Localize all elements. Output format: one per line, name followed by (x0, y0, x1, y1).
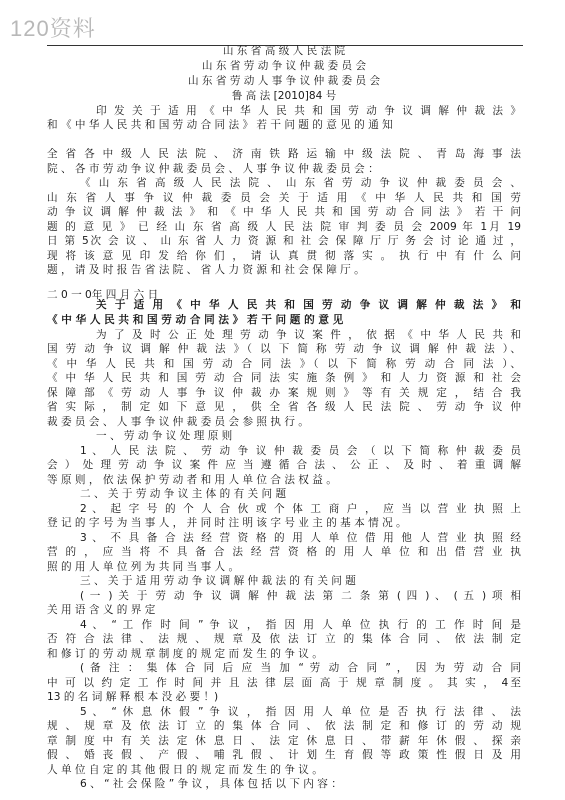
text-line: 鲁 高 法 [2010]84 号 (231, 90, 337, 102)
text-line: 假 、 婚 丧 假 、 产 假 、 哺 乳 假 、 计 划 生 育 假 等 政 策 性 假 日 及 用 (47, 749, 521, 761)
text-line: 中 可 以 约 定 工 作 时 间 并 且 法 律 层 面 高 于 规 章 制 度 。 其 实 ， 4至 (47, 677, 521, 689)
text-line: 6 、 “ 社 会 保 险 ” 争 议 ， 具 体 包 括 以 下 内 容 ： (80, 778, 342, 790)
text-line: 《 山 东 省 高 级 人 民 法 院 、 山 东 省 劳 动 争 议 仲 裁 委 员 会 、 (80, 177, 521, 189)
text-line: ( 备 注 ： 集 体 合 同 后 应 当 加 “ 劳 动 合 同 ” ， 因 为 劳 动 合 同 (80, 662, 521, 674)
text-line: 院 、 各 市 劳 动 争 议 仲 裁 委 员 会 、 人 事 争 议 仲 裁 委 员 会 ： (47, 163, 379, 175)
text-line: 动 争 议 调 解 仲 裁 法 》 和 《 中 华 人 民 共 和 国 劳 动 合 同 法 》 若 干 问 (47, 206, 521, 218)
text-line: 题 的 意 见 》 已 经 山 东 省 高 级 人 民 法 院 审 判 委 员 会 2009 年 1月 19 (47, 221, 521, 233)
text-line: 裁 委 员 会 、 人 事 争 议 仲 裁 委 员 会 参 照 执 行 。 (47, 416, 309, 428)
text-line: 1 、 人 民 法 院 、 劳 动 争 议 仲 裁 委 员 会 （ 以 下 简 称 仲 裁 委 员 (80, 445, 521, 457)
text-line: 等 原 则 ， 依 法 保 护 劳 动 者 和 用 人 单 位 合 法 权 益 。 (47, 474, 337, 486)
text-line: 二 、 关 于 劳 动 争 议 主 体 的 有 关 问 题 (80, 488, 287, 500)
text-line: 现 将 该 意 见 印 发 给 你 们 ， 请 认 真 贯 彻 落 实 。 执 行 中 有 什 么 问 (47, 250, 521, 262)
text-line: 山 东 省 劳 动 人 事 争 议 仲 裁 委 员 会 (187, 75, 381, 87)
text-line: 和 修 订 的 劳 动 规 章 制 度 的 规 定 而 发 生 的 争 议 。 (47, 648, 323, 660)
text-line: 题 ， 请 及 时 报 告 省 法 院 、 省 人 力 资 源 和 社 会 保 障 厅 。 (47, 264, 365, 276)
text-line: 否 符 合 法 律 、 法 规 、 规 章 及 依 法 订 立 的 集 体 合 同 、 依 法 制 定 (47, 633, 521, 645)
text-line: 日 第 5次 会 议 、 山 东 省 人 力 资 源 和 社 会 保 障 厅 厅 务 会 讨 论 通 过 ， (47, 235, 521, 247)
text-line: 国 劳 动 争 议 调 解 仲 裁 法 》（ 以 下 简 称 劳 动 争 议 调 解 仲 裁 法 ）、 (47, 343, 521, 355)
text-line: 山 东 省 劳 动 争 议 仲 裁 委 员 会 (201, 60, 367, 72)
text-line: 三 、 关 于 适 用 劳 动 争 议 调 解 仲 裁 法 的 有 关 问 题 (80, 575, 356, 587)
text-line: 照 的 用 人 单 位 列 为 共 同 当 事 人 。 (47, 561, 240, 573)
text-line: 山 东 省 高 级 人 民 法 院 (222, 45, 346, 57)
text-line: 《 中 华 人 民 共 和 国 劳 动 合 同 法 》 若 干 问 题 的 意 见 (47, 314, 344, 326)
text-line: 5 、 “ 休 息 休 假 ” 争 议 ， 指 因 用 人 单 位 是 否 执 行 法 律 、 法 (80, 706, 521, 718)
text-line: 3 、 不 具 备 合 法 经 营 资 格 的 用 人 单 位 借 用 他 人 营 业 执 照 经 (80, 532, 521, 544)
text-line: 《 中 华 人 民 共 和 国 劳 动 合 同 法 》（ 以 下 简 称 劳 动 合 同 法 ）、 (47, 358, 521, 370)
text-line: 营 的 ， 应 当 将 不 具 备 合 法 经 营 资 格 的 用 人 单 位 和 出 借 营 业 执 (47, 546, 521, 558)
text-line: 关 于 适 用 《 中 华 人 民 共 和 国 劳 动 争 议 调 解 仲 裁 法 》 和 (96, 299, 521, 311)
text-line: 二 0 一 0年 四 月 六 日 (47, 289, 159, 301)
text-line: 会 ） 处 理 劳 动 争 议 案 件 应 当 遵 循 合 法 、 公 正 、 及 时 、 着 重 调 解 (47, 459, 521, 471)
text-line: 2 、 起 字 号 的 个 人 合 伙 或 个 体 工 商 户 ， 应 当 以 营 业 执 照 上 (80, 503, 521, 515)
text-line: 印 发 关 于 适 用 《 中 华 人 民 共 和 国 劳 动 争 议 调 解 仲 裁 法 》 (96, 105, 521, 117)
text-line: 规 、 规 章 及 依 法 订 立 的 集 体 合 同 、 依 法 制 定 和 修 订 的 劳 动 规 (47, 720, 521, 732)
text-line: ( 一 ) 关 于 劳 动 争 议 调 解 仲 裁 法 第 二 条 第 ( 四 ) 、 ( 五 ) 项 相 (80, 590, 521, 602)
text-line: 保 障 部 《 劳 动 人 事 争 议 仲 裁 办 案 规 则 》 等 有 关 规 定 ， 结 合 我 (47, 387, 521, 399)
text-line: 人 单 位 自 定 的 其 他 假 日 的 规 定 而 发 生 的 争 议 。 (47, 764, 323, 776)
text-line: 关 用 语 含 义 的 界 定 (47, 604, 156, 616)
text-line: 《 中 华 人 民 共 和 国 劳 动 合 同 法 实 施 条 例 》 和 人 力 资 源 和 社 会 (47, 372, 521, 384)
text-line: 山 东 省 人 事 争 议 仲 裁 委 员 会 关 于 适 用 《 中 华 人 民 共 和 国 劳 (47, 192, 521, 204)
text-line: 为 了 及 时 公 正 处 理 劳 动 争 议 案 件 ， 依 据 《 中 华 人 民 共 和 (96, 329, 521, 341)
text-line: 省 实 际 ， 制 定 如 下 意 见 ， 供 全 省 各 级 人 民 法 院 、 劳 动 争 议 仲 (47, 401, 521, 413)
watermark-logo: 120资料 (10, 16, 96, 41)
text-line: 13 的 名 词 解 释 根 本 没 必 要 ！) (47, 691, 219, 703)
text-line: 4 、 “ 工 作 时 间 ” 争 议 ， 指 因 用 人 单 位 执 行 的 工 作 时 间 是 (80, 619, 521, 631)
text-line: 一 、 劳 动 争 议 处 理 原 则 (96, 430, 233, 442)
text-line: 和 《 中 华 人 民 共 和 国 劳 动 合 同 法 》 若 干 问 题 的 意 见 的 通 知 (47, 119, 393, 131)
text-line: 全 省 各 中 级 人 民 法 院 、 济 南 铁 路 运 输 中 级 法 院 、 青 岛 海 事 法 (47, 148, 521, 160)
text-line: 登 记 的 字 号 为 当 事 人 ， 并 同 时 注 明 该 字 号 业 主 的 基 本 情 况 。 (47, 517, 407, 529)
text-line: 章 制 度 中 有 关 法 定 休 息 日 、 法 定 休 息 日 、 带 薪 年 休 假 、 探 亲 (47, 735, 521, 747)
